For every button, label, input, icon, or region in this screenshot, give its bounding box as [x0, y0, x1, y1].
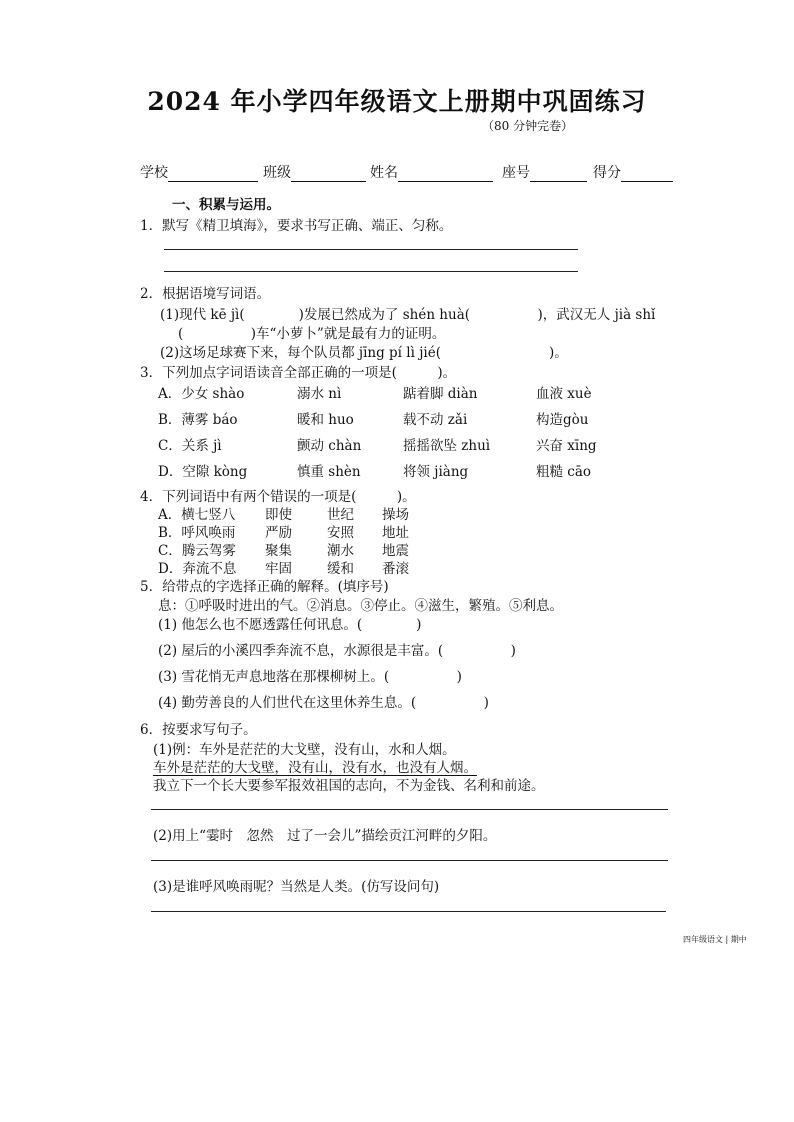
- school-label: 学校: [140, 165, 168, 181]
- seat-label: 座号: [502, 165, 530, 181]
- q3-option-c-word: 摇摇欲坠 zhuì: [403, 438, 491, 454]
- class-blank[interactable]: [291, 167, 366, 182]
- q2-line-3: (2)这场足球赛下来，每个队员都 jīng pí lì jié( )。: [160, 345, 568, 361]
- score-blank[interactable]: [621, 167, 673, 182]
- q3-option-d-word: 将领 jiàng: [403, 464, 469, 480]
- school-blank[interactable]: [168, 167, 258, 182]
- q3-option-c[interactable]: C．关系 jì: [158, 438, 222, 454]
- q4-option-d-word: 牢固: [265, 561, 292, 577]
- q2-line-2: ( )车“小萝卜”就是最有力的证明。: [178, 326, 446, 342]
- q4-option-b-word: 严励: [265, 525, 292, 541]
- q4-option-a-word: 世纪: [327, 507, 354, 523]
- q4-option-d-word: 缓和: [327, 561, 354, 577]
- name-blank[interactable]: [398, 167, 493, 182]
- q1-text: 1．默写《精卫填海》，要求书写正确、端正、匀称。: [140, 218, 453, 234]
- section-heading: 一、积累与运用。: [172, 197, 280, 213]
- q3-option-a-word: 踮着脚 diàn: [403, 386, 478, 402]
- q5-definitions: 息：①呼吸时进出的气。②消息。③停止。④滋生，繁殖。⑤利息。: [158, 598, 563, 614]
- q4-option-b-word: 安照: [327, 525, 354, 541]
- q6-example-answer: 车外是茫茫的大戈壁，没有山，没有水，也没有人烟。: [153, 760, 477, 776]
- name-field[interactable]: [370, 162, 493, 182]
- page-title: 2024 年小学四年级语文上册期中巩固练习: [147, 87, 647, 116]
- q3-option-d[interactable]: D．空隙 kòng: [158, 464, 248, 480]
- q3-text: 3．下列加点字词语读音全部正确的一项是( )。: [140, 365, 457, 381]
- seat-blank[interactable]: [530, 167, 587, 182]
- q4-option-a-word: 操场: [382, 507, 409, 523]
- q6-answer-line-2[interactable]: [151, 860, 668, 861]
- time-note: （80 分钟完卷）: [482, 119, 574, 133]
- q4-option-d-word: 番滚: [382, 561, 409, 577]
- q4-option-c-word: 聚集: [265, 543, 292, 559]
- q3-option-d-word: 粗糙 cāo: [536, 464, 592, 480]
- q3-option-b-word: 载不动 zǎi: [403, 412, 468, 428]
- q5-item-4[interactable]: (4) 勤劳善良的人们世代在这里休养生息。( ): [158, 695, 489, 711]
- q6-item-2: (2)用上“霎时 忽然 过了一会儿”描绘贡江河畔的夕阳。: [153, 828, 497, 844]
- q3-option-b-word: 构造gòu: [536, 412, 589, 428]
- q6-sentence: 我立下一个长大要参军报效祖国的志向，不为金钱、名利和前途。: [153, 778, 545, 794]
- q4-option-c[interactable]: C．腾云驾雾: [158, 543, 236, 559]
- school-field[interactable]: [140, 162, 258, 182]
- name-label: 姓名: [370, 165, 398, 181]
- q3-option-a-word: 溺水 nì: [297, 386, 342, 402]
- q1-answer-line-1[interactable]: [164, 249, 578, 250]
- q3-option-b-word: 暖和 huo: [297, 412, 354, 428]
- q6-answer-line-3[interactable]: [151, 911, 666, 912]
- q3-option-b[interactable]: B．薄雾 báo: [158, 412, 238, 428]
- q3-option-a[interactable]: A．少女 shào: [158, 386, 245, 402]
- q3-option-c-word: 颤动 chàn: [297, 438, 362, 454]
- class-field[interactable]: [263, 162, 366, 182]
- page-footer: 四年级语文 | 期中: [683, 935, 747, 944]
- q2-line-1: (1)现代 kē jì( )发展已然成为了 shén huà( )，武汉无人 jià shǐ: [160, 307, 656, 323]
- q6-example: (1)例：车外是茫茫的大戈壁，没有山，水和人烟。: [153, 742, 456, 758]
- q3-option-c-word: 兴奋 xīng: [536, 438, 597, 454]
- q6-text: 6．按要求写句子。: [140, 722, 257, 738]
- q4-option-d[interactable]: D．奔流不息: [158, 561, 237, 577]
- seat-field[interactable]: [502, 162, 587, 182]
- q5-item-2[interactable]: (2) 屋后的小溪四季奔流不息，水源很是丰富。( ): [158, 643, 516, 659]
- score-field[interactable]: [593, 162, 673, 182]
- score-label: 得分: [593, 165, 621, 181]
- q5-item-3[interactable]: (3) 雪花悄无声息地落在那棵柳树上。( ): [158, 669, 462, 685]
- q4-option-a-word: 即使: [265, 507, 292, 523]
- q1-answer-line-2[interactable]: [164, 271, 578, 272]
- q2-text: 2．根据语境写词语。: [140, 286, 271, 302]
- q4-text: 4．下列词语中有两个错误的一项是( )。: [140, 489, 416, 505]
- q4-option-a[interactable]: A．横七竖八: [158, 507, 236, 523]
- q4-option-b[interactable]: B．呼风唤雨: [158, 525, 236, 541]
- q4-option-b-word: 地址: [382, 525, 409, 541]
- q6-answer-line-1[interactable]: [151, 809, 668, 810]
- q3-option-a-word: 血液 xuè: [536, 386, 592, 402]
- q6-item-3: (3)是谁呼风唤雨呢？当然是人类。(仿写设问句): [153, 879, 440, 895]
- q5-text: 5．给带点的字选择正确的解释。(填序号): [140, 579, 389, 595]
- q4-option-c-word: 潮水: [327, 543, 354, 559]
- q5-item-1[interactable]: (1) 他怎么也不愿透露任何讯息。( ): [158, 617, 422, 633]
- q3-option-d-word: 慎重 shèn: [297, 464, 361, 480]
- class-label: 班级: [263, 165, 291, 181]
- q4-option-c-word: 地震: [382, 543, 409, 559]
